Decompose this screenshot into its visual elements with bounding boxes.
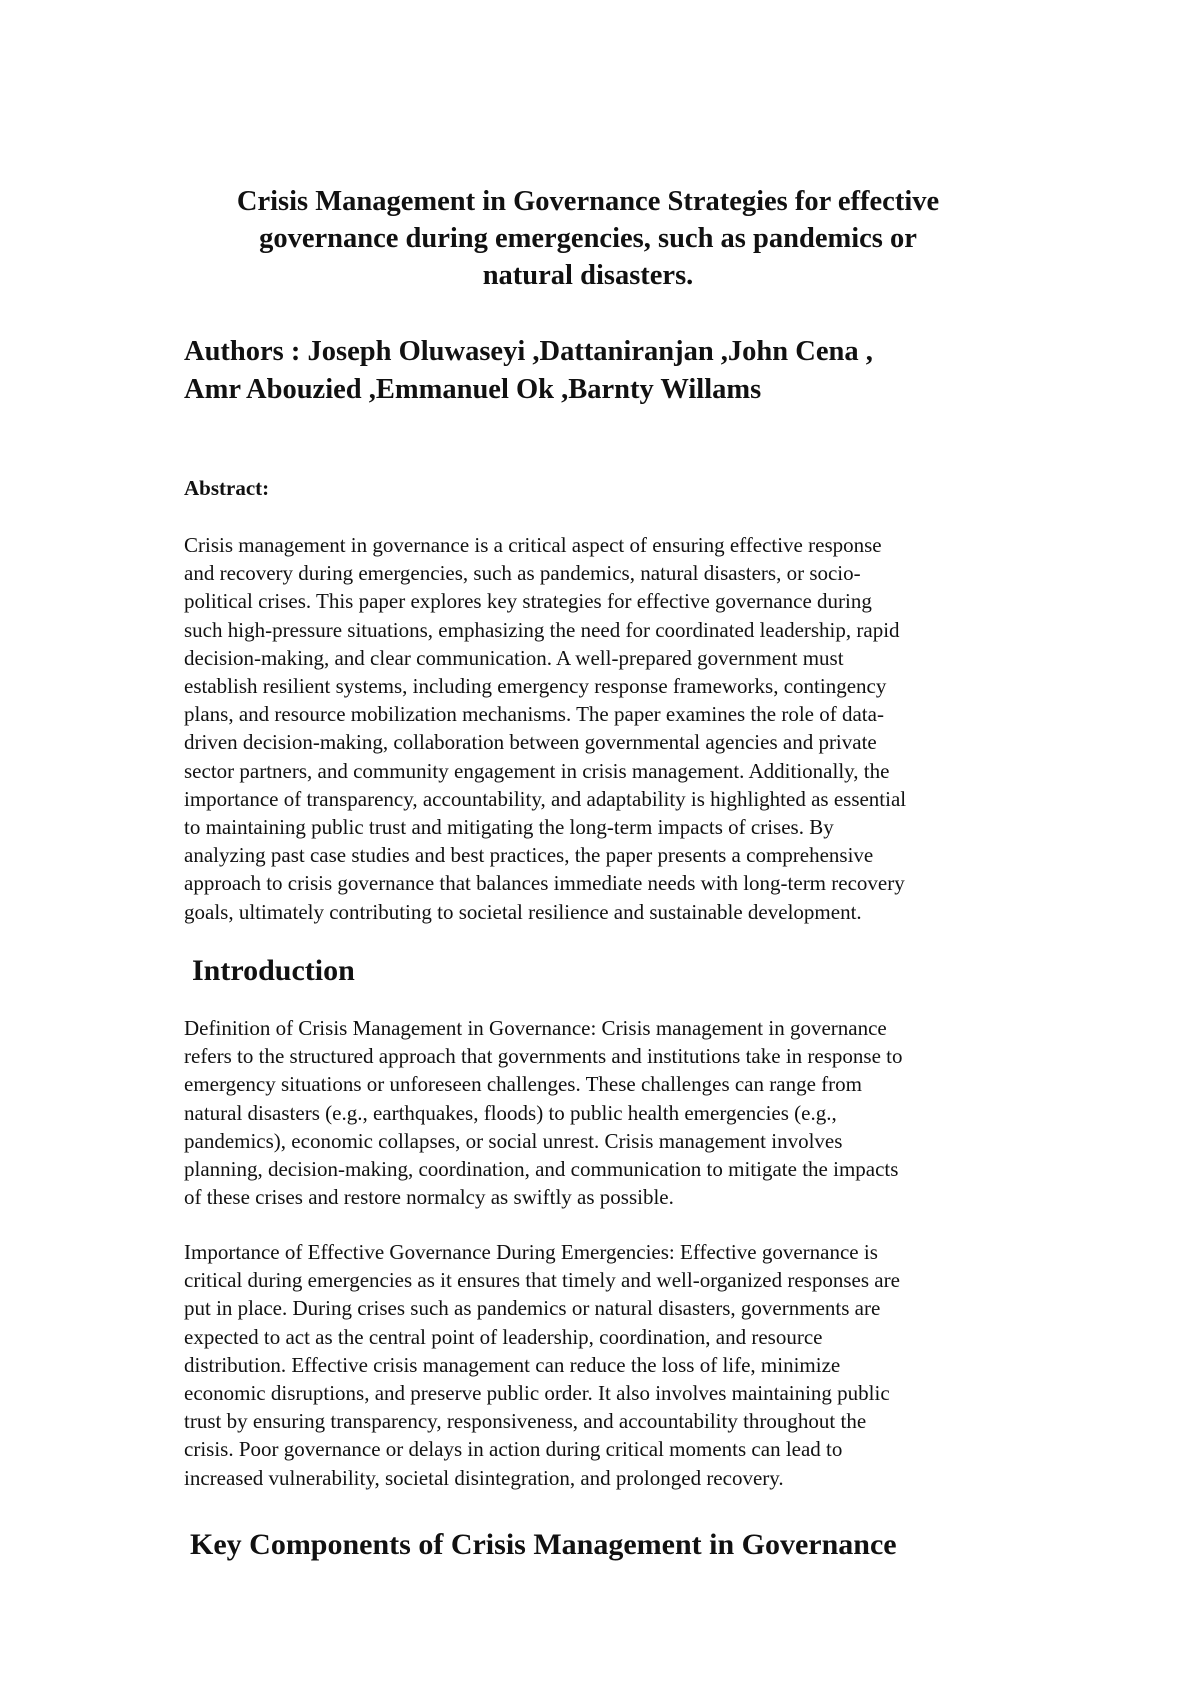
text-line: pandemics), economic collapses, or social unrest. Crisis management involves [184, 1128, 843, 1153]
text-line: expected to act as the central point of leadership, coordination, and resource [184, 1324, 823, 1349]
text-line: natural disasters (e.g., earthquakes, floods) to public health emergencies (e.g., [184, 1100, 837, 1125]
key-components-heading: Key Components of Crisis Management in Governance [190, 1528, 897, 1561]
text-line: and recovery during emergencies, such as pandemics, natural disasters, or socio- [184, 561, 861, 586]
text-line: of these crises and restore normalcy as swiftly as possible. [184, 1185, 674, 1210]
definition-paragraph [184, 1014, 1044, 1211]
text-line: political crises. This paper explores key strategies for effective governance during [184, 589, 872, 614]
title-line: Crisis Management in Governance Strategies for effective [236, 186, 940, 217]
text-line: sector partners, and community engagement in crisis management. Additionally, the [184, 758, 890, 783]
text-line: Definition of Crisis Management in Governance: Crisis management in governance [184, 1016, 887, 1040]
text-line: approach to crisis governance that balances immediate needs with long-term recovery [184, 871, 905, 896]
text-line: goals, ultimately contributing to societal resilience and sustainable development. [184, 899, 862, 924]
text-line: crisis. Poor governance or delays in action during critical moments can lead to [184, 1437, 843, 1462]
abstract-paragraph [184, 531, 1044, 926]
importance-paragraph [184, 1238, 1044, 1492]
text-line: planning, decision-making, coordination, and communication to mitigate the impacts [184, 1157, 899, 1182]
text-line: such high-pressure situations, emphasizing the need for coordinated leadership, rapid [184, 617, 900, 642]
text-line: analyzing past case studies and best practices, the paper presents a comprehensive [184, 843, 874, 868]
text-line: economic disruptions, and preserve public order. It also involves maintaining public [184, 1381, 890, 1406]
text-line: driven decision-making, collaboration between governmental agencies and private [184, 730, 877, 755]
text-line: put in place. During crises such as pandemics or natural disasters, governments are [184, 1296, 881, 1321]
text-line: increased vulnerability, societal disintegration, and prolonged recovery. [184, 1465, 784, 1490]
text-line: Importance of Effective Governance During Emergencies: Effective governance is [184, 1240, 878, 1264]
abstract-label: Abstract: [184, 476, 270, 500]
text-line: establish resilient systems, including emergency response frameworks, contingency [184, 674, 887, 699]
introduction-heading: Introduction [192, 954, 355, 987]
text-line: emergency situations or unforeseen challenges. These challenges can range from [184, 1072, 862, 1097]
authors-text: Authors : Joseph Oluwaseyi ,Dattaniranjan ,John Cena , [184, 336, 873, 367]
text-line: Crisis management in governance is a critical aspect of ensuring effective response [184, 533, 882, 557]
text-line: decision-making, and clear communication. A well-prepared government must [184, 645, 844, 670]
text-line: critical during emergencies as it ensures that timely and well-organized responses are [184, 1268, 900, 1293]
title-line: natural disasters. [482, 260, 694, 291]
paper-title [150, 183, 1026, 294]
authors-text: Amr Abouzied ,Emmanuel Ok ,Barnty Willams [184, 374, 762, 405]
text-line: refers to the structured approach that governments and institutions take in response to [184, 1044, 903, 1069]
authors-line [184, 333, 1044, 409]
text-line: trust by ensuring transparency, responsiveness, and accountability throughout the [184, 1409, 867, 1434]
text-line: plans, and resource mobilization mechanisms. The paper examines the role of data- [184, 702, 884, 727]
title-line: governance during emergencies, such as pandemics or [259, 223, 917, 254]
text-line: importance of transparency, accountability, and adaptability is highlighted as essential [184, 786, 907, 811]
text-line: to maintaining public trust and mitigating the long-term impacts of crises. By [184, 815, 834, 840]
text-line: distribution. Effective crisis management can reduce the loss of life, minimize [184, 1352, 841, 1377]
